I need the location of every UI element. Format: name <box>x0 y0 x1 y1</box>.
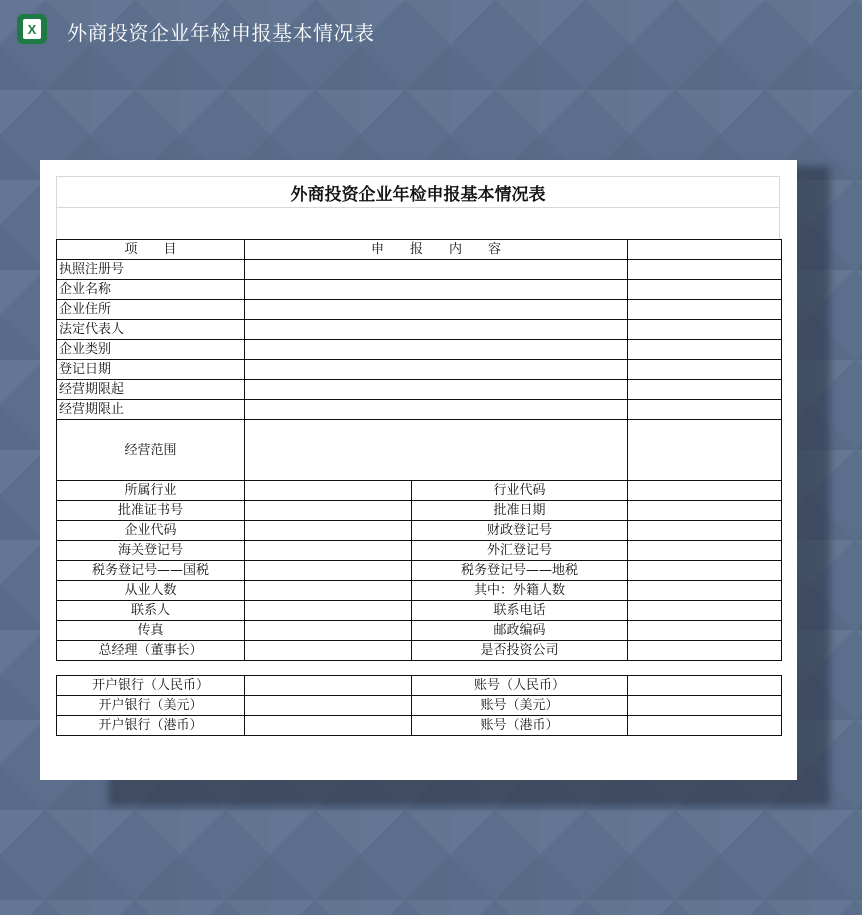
table-row <box>57 300 782 320</box>
row-label: 经营期限止 <box>57 400 245 420</box>
row-label: 联系电话 <box>412 601 628 621</box>
spacer-cell <box>57 661 782 676</box>
table-row <box>57 280 782 300</box>
value-cell[interactable] <box>245 696 412 716</box>
form-table <box>56 239 782 736</box>
header-item: 项 目 <box>57 240 245 260</box>
table-row <box>57 581 782 601</box>
value-cell[interactable] <box>628 501 782 521</box>
row-label: 批准日期 <box>412 501 628 521</box>
value-cell[interactable] <box>245 400 628 420</box>
row-label: 是否投资公司 <box>412 641 628 661</box>
row-label: 税务登记号——地税 <box>412 561 628 581</box>
row-label: 账号（人民币） <box>412 676 628 696</box>
value-cell[interactable] <box>245 481 412 501</box>
cell[interactable] <box>628 340 782 360</box>
value-cell[interactable] <box>245 561 412 581</box>
row-label: 企业名称 <box>57 280 245 300</box>
table-row <box>57 541 782 561</box>
cell[interactable] <box>628 280 782 300</box>
spreadsheet-preview <box>40 160 797 780</box>
value-cell[interactable] <box>245 300 628 320</box>
row-label: 邮政编码 <box>412 621 628 641</box>
row-label: 开户银行（美元） <box>57 696 245 716</box>
cell[interactable] <box>628 320 782 340</box>
table-row <box>57 320 782 340</box>
table-row <box>57 561 782 581</box>
cell[interactable] <box>628 240 782 260</box>
row-label: 企业类别 <box>57 340 245 360</box>
value-cell[interactable] <box>628 716 782 736</box>
value-cell[interactable] <box>628 621 782 641</box>
value-cell[interactable] <box>628 696 782 716</box>
row-label: 开户银行（人民币） <box>57 676 245 696</box>
row-label: 开户银行（港币） <box>57 716 245 736</box>
value-cell[interactable] <box>628 601 782 621</box>
row-label: 联系人 <box>57 601 245 621</box>
row-label: 从业人数 <box>57 581 245 601</box>
value-cell[interactable] <box>628 676 782 696</box>
value-cell[interactable] <box>628 481 782 501</box>
value-cell[interactable] <box>245 420 628 481</box>
value-cell[interactable] <box>245 380 628 400</box>
row-label: 企业住所 <box>57 300 245 320</box>
table-row <box>57 400 782 420</box>
value-cell[interactable] <box>245 541 412 561</box>
table-row <box>57 340 782 360</box>
cell[interactable] <box>628 360 782 380</box>
value-cell[interactable] <box>245 521 412 541</box>
excel-icon: X <box>17 14 47 44</box>
row-label: 登记日期 <box>57 360 245 380</box>
blank-row <box>56 208 780 239</box>
value-cell[interactable] <box>245 280 628 300</box>
row-label: 企业代码 <box>57 521 245 541</box>
cell[interactable] <box>628 260 782 280</box>
row-label: 总经理（董事长） <box>57 641 245 661</box>
row-label: 传真 <box>57 621 245 641</box>
row-label: 经营期限起 <box>57 380 245 400</box>
value-cell[interactable] <box>628 641 782 661</box>
spacer-row <box>57 661 782 676</box>
row-label: 外汇登记号 <box>412 541 628 561</box>
table-row <box>57 601 782 621</box>
row-label: 批准证书号 <box>57 501 245 521</box>
table-row <box>57 641 782 661</box>
table-header-row <box>57 240 782 260</box>
value-cell[interactable] <box>245 581 412 601</box>
value-cell[interactable] <box>628 521 782 541</box>
row-label: 税务登记号——国税 <box>57 561 245 581</box>
value-cell[interactable] <box>245 676 412 696</box>
sheet-title: 外商投资企业年检申报基本情况表 <box>56 176 780 208</box>
row-label: 其中：外籍人数 <box>412 581 628 601</box>
row-label: 法定代表人 <box>57 320 245 340</box>
table-row <box>57 380 782 400</box>
table-row <box>57 481 782 501</box>
value-cell[interactable] <box>628 561 782 581</box>
row-label: 执照注册号 <box>57 260 245 280</box>
row-label: 账号（美元） <box>412 696 628 716</box>
row-label: 行业代码 <box>412 481 628 501</box>
value-cell[interactable] <box>245 641 412 661</box>
title-bar <box>0 0 862 60</box>
header-content: 申 报 内 容 <box>245 240 628 260</box>
cell[interactable] <box>628 380 782 400</box>
table-row <box>57 260 782 280</box>
value-cell[interactable] <box>245 501 412 521</box>
table-row-scope <box>57 420 782 481</box>
table-row <box>57 696 782 716</box>
value-cell[interactable] <box>628 581 782 601</box>
row-label: 财政登记号 <box>412 521 628 541</box>
table-row <box>57 501 782 521</box>
table-row <box>57 521 782 541</box>
value-cell[interactable] <box>628 541 782 561</box>
value-cell[interactable] <box>245 601 412 621</box>
cell[interactable] <box>628 420 782 481</box>
cell[interactable] <box>628 400 782 420</box>
row-label: 所属行业 <box>57 481 245 501</box>
cell[interactable] <box>628 300 782 320</box>
table-row <box>57 360 782 380</box>
window-title: 外商投资企业年检申报基本情况表 <box>67 21 375 45</box>
value-cell[interactable] <box>245 340 628 360</box>
value-cell[interactable] <box>245 320 628 340</box>
table-row <box>57 676 782 696</box>
table-row <box>57 716 782 736</box>
row-label: 海关登记号 <box>57 541 245 561</box>
value-cell[interactable] <box>245 360 628 380</box>
value-cell[interactable] <box>245 260 628 280</box>
value-cell[interactable] <box>245 621 412 641</box>
row-label: 账号（港币） <box>412 716 628 736</box>
value-cell[interactable] <box>245 716 412 736</box>
table-row <box>57 621 782 641</box>
row-label: 经营范围 <box>57 420 245 481</box>
